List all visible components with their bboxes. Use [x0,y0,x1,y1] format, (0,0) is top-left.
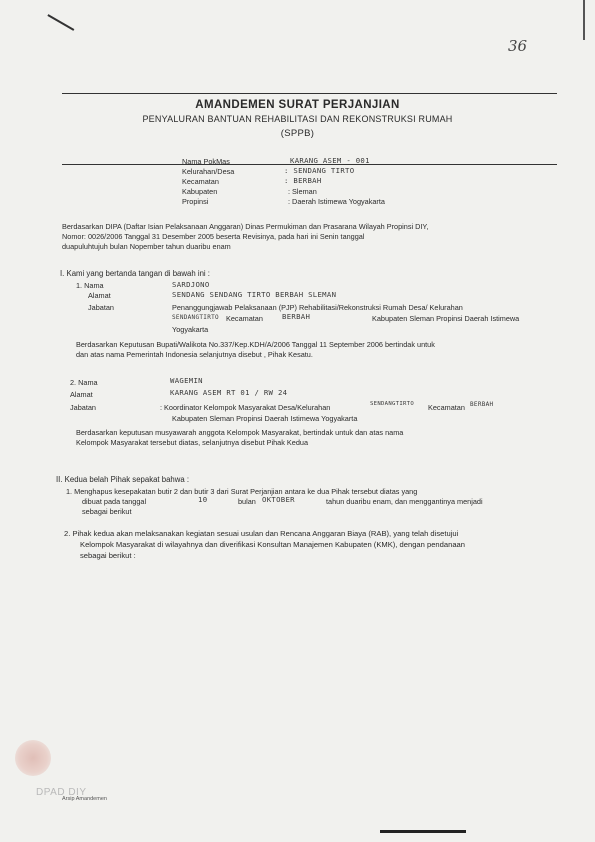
party1-jabatan-kecamatan-value: BERBAH [282,312,311,321]
document-code: (SPPB) [280,128,315,139]
party1-nama-value: SARDJONO [172,280,210,289]
section-2-item-1-date: 10 [198,495,208,504]
footer-note: Arsip Amandemen [62,796,107,802]
section-1-heading: I. Kami yang bertanda tangan di bawah ini : [60,269,210,278]
party2-jabatan-label: Jabatan [70,403,96,412]
party2-alamat-value: KARANG ASEM RT 01 / RW 24 [170,388,288,397]
info-value-propinsi: : Daerah Istimewa Yogyakarta [288,197,385,206]
party2-jabatan-desa: SENDANGTIRTO [370,401,415,407]
intro-line-1: Berdasarkan DIPA (Daftar Isian Pelaksanaan Anggaran) Dinas Permukiman dan Prasarana Wilayah Propinsi DIY, [62,222,429,231]
section-2-heading: II. Kedua belah Pihak sepakat bahwa : [56,475,190,484]
section-2-item-1-dibuat: dibuat pada tanggal [82,497,147,506]
section-2-item-1-line-1: 1. Menghapus kesepakatan butir 2 dan butir 3 dari Surat Perjanjian antara ke dua Pihak tersebut diatas yang [66,487,418,496]
party1-jabatan-end: Kabupaten Sleman Propinsi Daerah Istimewa [372,314,520,323]
page-number: 36 [508,37,528,55]
info-label-desa: Kelurahan/Desa [182,167,235,176]
party1-alamat-value: SENDANG SENDANG TIRTO BERBAH SLEMAN [172,290,337,299]
footer-bar [380,830,466,833]
party1-jabatan-desa: SENDANGTIRTO [172,314,219,321]
section-2-item-1-line-3: sebagai berikut [82,507,132,516]
party1-jabatan-line3: Yogyakarta [172,325,209,334]
info-value-desa: : SENDANG TIRTO [284,166,355,175]
party1-jabatan-kecamatan: Kecamatan [226,314,263,323]
section-2-item-2-line-2: Kelompok Masyarakat di wilayahnya dan diverifikasi Konsultan Manajemen Kabupaten (KMK), dengan pendanaan [80,540,465,549]
party2-jabatan-line2: Kabupaten Sleman Propinsi Daerah Istimewa Yogyakarta [172,414,358,423]
party2-jabatan-kecamatan: Kecamatan [428,403,465,412]
intro-line-3: duapuluhtujuh bulan Nopember tahun duaribu enam [62,242,231,251]
faded-stamp [15,740,51,776]
info-label-pokmas: Nama PokMas [182,157,230,166]
intro-line-2: Nomor: 0026/2006 Tanggal 31 Desember 2005 beserta Revisinya, pada hari ini Senin tanggal [62,232,365,241]
section-2-item-1-month: OKTOBER [262,495,295,504]
party1-alamat-label: Alamat [88,291,111,300]
info-label-kecamatan: Kecamatan [182,177,219,186]
info-value-pokmas: KARANG ASEM - 001 [290,156,370,165]
party2-alamat-label: Alamat [70,390,93,399]
section-2-item-1-bulan: bulan [238,497,256,506]
party2-jabatan-kecamatan-value: BERBAH [470,401,494,408]
section-2-item-2-line-3: sebagai berikut : [80,551,136,560]
info-value-kecamatan: : BERBAH [284,176,322,185]
party2-nama-value: WAGEMIN [170,376,203,385]
party2-jabatan-line1: : Koordinator Kelompok Masyarakat Desa/Kelurahan [160,403,331,412]
info-value-kabupaten: : Sleman [288,187,317,196]
party1-basis-line2: dan atas nama Pemerintah Indonesia selanjutnya disebut , Pihak Kesatu. [76,350,313,359]
section-2-item-1-line-2-end: tahun duaribu enam, dan menggantinya menjadi [326,497,483,506]
document-title: AMANDEMEN SURAT PERJANJIAN [195,99,400,111]
scan-mark-top-left [48,14,75,30]
party1-basis-line1: Berdasarkan Keputusan Bupati/Walikota No.337/Kep.KDH/A/2006 Tanggal 11 September 2006 bertindak untuk [76,340,435,349]
document-subtitle: PENYALURAN BANTUAN REHABILITASI DAN REKONSTRUKSI RUMAH [142,114,453,124]
watermark: DPAD DIY [36,787,87,798]
party1-jabatan-label: Jabatan [88,303,114,312]
info-label-propinsi: Propinsi [182,197,209,206]
party1-jabatan-line1: Penanggungjawab Pelaksanaan (PJP) Rehabilitasi/Rekonstruksi Rumah Desa/ Kelurahan [172,303,463,312]
party2-basis-line1: Berdasarkan keputusan musyawarah anggota Kelompok Masyarakat, bertindak untuk dan atas nama [76,428,404,437]
party2-basis-line2: Kelompok Masyarakat tersebut diatas, selanjutnya disebut Pihak Kedua [76,438,309,447]
party2-nama-label: 2. Nama [70,378,98,387]
scan-mark-right-edge [583,0,585,40]
section-2-item-2-line-1: 2. Pihak kedua akan melaksanakan kegiatan sesuai usulan dan Rencana Anggaran Biaya (RAB), yang telah disetujui [64,529,459,538]
info-label-kabupaten: Kabupaten [182,187,218,196]
party1-nama-label: 1. Nama [76,281,104,290]
